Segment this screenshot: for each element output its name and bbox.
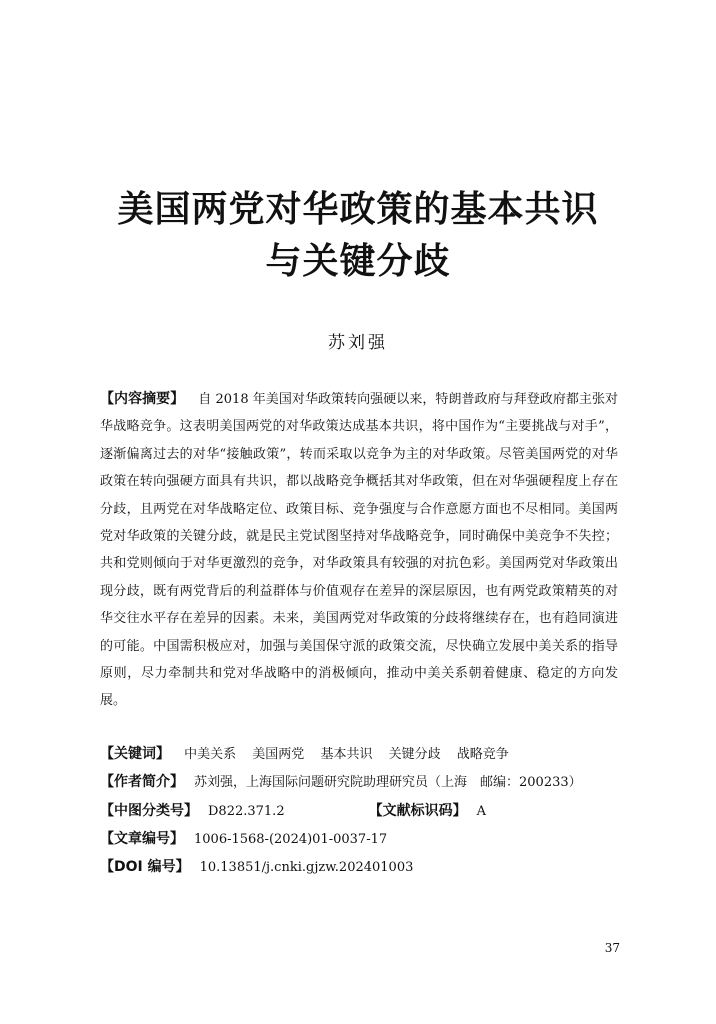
doi-value: 10.13851/j.cnki.gjzw.202401003	[199, 860, 414, 875]
doc-code-value: A	[476, 804, 486, 819]
author-bio-text: 苏刘强，上海国际问题研究院助理研究员（上海 邮编：200233）	[194, 775, 582, 790]
article-number-value: 1006-1568-(2024)01-0037-17	[194, 832, 388, 847]
keywords-label: 【关键词】	[100, 746, 170, 762]
classification-row	[100, 801, 620, 822]
keyword: 关键分歧	[388, 747, 441, 762]
keyword: 基本共识	[320, 747, 373, 762]
doi-row	[100, 857, 620, 878]
abstract-text: 自 2018 年美国对华政策转向强硬以来，特朗普政府与拜登政府都主张对华战略竞争。这表明美国两党的对华政策达成基本共识，将中国作为“主要挑战与对手”，逐渐偏离过去的对华“接触政策”，转而采取以竞争为主的对华政策。尽管美国两党的对华政策在转向强硬方面具有共识，都以战略竞争概括其对华政策，但在对华强硬程度上存在分歧，且两党在对华战略定位、政策目标、竞争强度与合作意愿方面也不尽相同。美国两党对华政策的关键分歧，就是民主党试图坚持对华战略竞争，同时确保中美竞争不失控；共和党则倾向于对华更激烈的竞争，对华政策具有较强的对抗色彩。美国两党对华政策出现分歧，既有两党背后的利益群体与价值观存在差异的深层原因，也有两党政策精英的对华交往水平存在差异的因素。未来，美国两党对华政策的分歧将继续存在，也有趋同演进的可能。中国需积极应对，加强与美国保守派的政策交流，尽快确立发展中美关系的指导原则，尽力牵制共和党对华战略中的消极倾向，推动中美关系朝着健康、稳定的方向发展。	[100, 392, 618, 709]
abstract-paragraph	[100, 386, 618, 715]
keyword: 战略竞争	[456, 747, 509, 762]
abstract-label: 【内容摘要】	[100, 391, 185, 407]
author-name: 苏刘强	[328, 333, 388, 353]
author-bio-row	[100, 772, 620, 793]
keywords-row	[100, 744, 620, 765]
clc-value: D822.371.2	[208, 804, 285, 819]
clc-label: 【中图分类号】	[100, 803, 198, 819]
doc-code-label: 【文献标识码】	[368, 803, 467, 819]
keyword: 中美关系	[184, 747, 237, 762]
article-title-line-2: 与关键分歧	[265, 241, 451, 282]
article-number-row	[100, 829, 620, 850]
page-number: 37	[604, 941, 620, 955]
author-bio-label: 【作者简介】	[100, 774, 184, 790]
keyword: 美国两党	[252, 747, 305, 762]
doi-label: 【DOI 编号】	[100, 859, 190, 875]
article-title-line-1: 美国两党对华政策的基本共识	[117, 189, 599, 230]
article-number-label: 【文章编号】	[100, 831, 184, 847]
